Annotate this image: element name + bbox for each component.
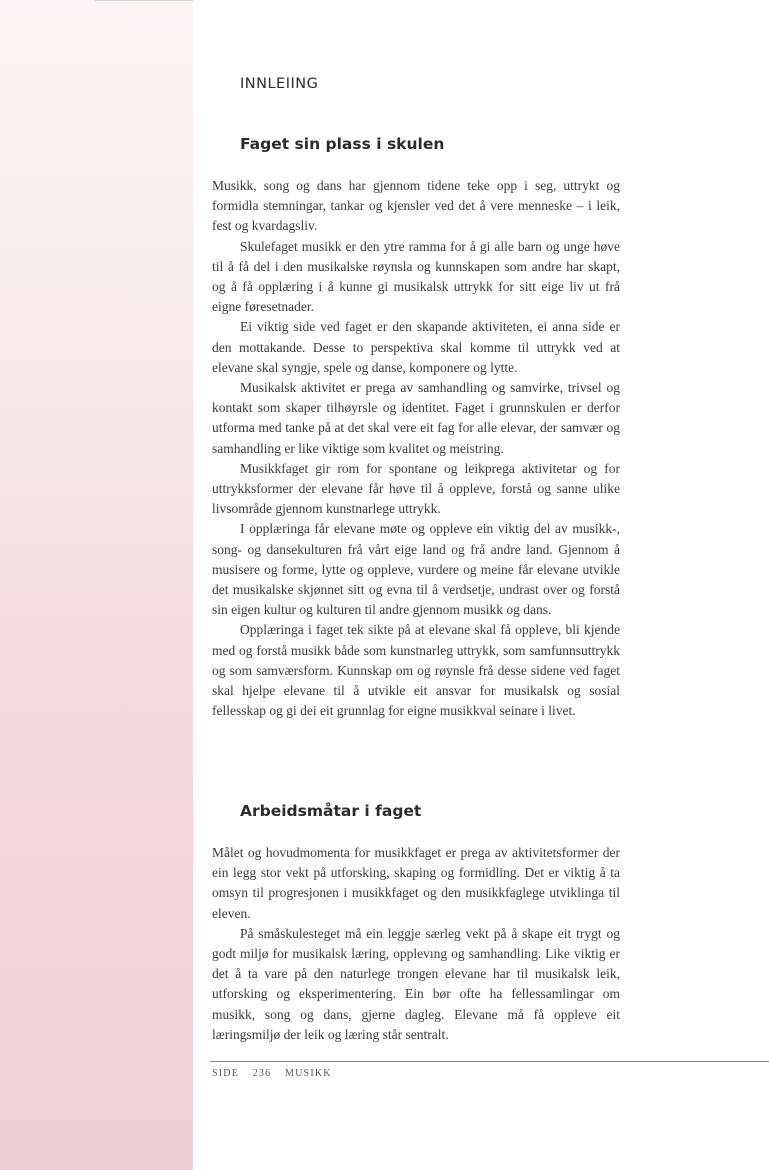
top-rule-left [95, 0, 193, 1]
heading-faget-sin-plass: Faget sin plass i skulen [240, 135, 445, 153]
paragraph: Skulefaget musikk er den ytre ramma for å gi alle barn og unge høve til å få del i den musikalske røynsla og kunnskapen som andre har skapt, og å få opplæring i å kunne gi musikalsk uttrykk for sitt eige liv ut frå eigne føresetnader. [212, 238, 620, 315]
footer-subject: MUSIKK [285, 1068, 332, 1079]
page-footer [212, 1068, 342, 1079]
paragraph: Målet og hovudmomenta for musikkfaget er prega av aktivitetsformer der ein legg stor vekt på utforsking, skaping og formidling. Det er viktig å ta omsyn til progresjonen i musikkfaget og den musikkfaglege utviklinga til eleven. [212, 845, 620, 921]
paragraph: Musikkfaget gir rom for spontane og leikprega aktivitetar og for uttrykksformer der elevane får høve til å oppleve, forstå og sanne ulike livsområde gjennom kunstnarlege uttrykk. [212, 460, 620, 517]
body-text-section-1 [212, 176, 620, 721]
paragraph: På småskulesteget må ein leggje særleg vekt på å skape eit trygt og godt miljø for musikalsk læring, opplevıng og samhandling. Like viktig er det å ta vare på den naturlege trongen elevane har til musikalsk leik, utforsking og eksperimentering. Ein bør ofte ha fellessamlingar om musikk, song og dans, gjerne dagleg. Elevane må få oppleve eit læringsmiljø der leik og læring står sentralt. [212, 925, 620, 1042]
left-margin-band [0, 0, 193, 1170]
paragraph: Opplæringa i faget tek sikte på at elevane skal få oppleve, bli kjende med og forstå musikk både som kunstnarleg uttrykk, som samfunnsuttrykk og som samværsform. Kunnskap om og røynsle frå desse sidene ved faget skal hjelpe elevane til å utvikle eit ansvar for musikalsk og sosial fellesskap og gi dei eit grunnlag for eigne musikkval seinare i livet. [212, 622, 620, 719]
paragraph: Ei viktig side ved faget er den skapande aktiviteten, ei anna side er den mottakande. Desse to perspektiva skal komme til uttrykk ved at elevane skal syngje, spele og danse, komponere og lytte. [212, 319, 620, 375]
footer-rule [210, 1061, 769, 1062]
heading-arbeidsmatar: Arbeidsmåtar i faget [240, 802, 422, 820]
paragraph: Musikalsk aktivitet er prega av samhandling og samvirke, trivsel og kontakt som skaper tilhøyrsle og identitet. Faget i grunnskulen er derfor utforma med tanke på at det skal vere eit fag for alle elevar, der samvær og samhandling er like viktige som kvalitet og meistring. [212, 380, 620, 456]
body-text-section-2 [212, 843, 620, 1045]
footer-side-label: SIDE [212, 1068, 240, 1079]
section-label: INNLEIING [240, 76, 319, 92]
paragraph: Musikk, song og dans har gjennom tidene teke opp i seg, uttrykt og formidla stemningar, tankar og kjensler ved det å vere menneske – i leik, fest og kvardagsliv. [212, 178, 620, 234]
footer-page-number: 236 [252, 1068, 272, 1079]
paragraph: I opplæringa får elevane møte og oppleve ein viktig del av musikk-, song- og dansekulturen frå vårt eige land og frå andre land. Gjennom å musisere og forme, lytte og oppleve, vurdere og meine får elevane utvikle det musikalske skjønnet sitt og evna til å verdsetje, undrast over og forstå sin eigen kultur og kulturen til andre gjennom musikk og dans. [212, 521, 620, 618]
